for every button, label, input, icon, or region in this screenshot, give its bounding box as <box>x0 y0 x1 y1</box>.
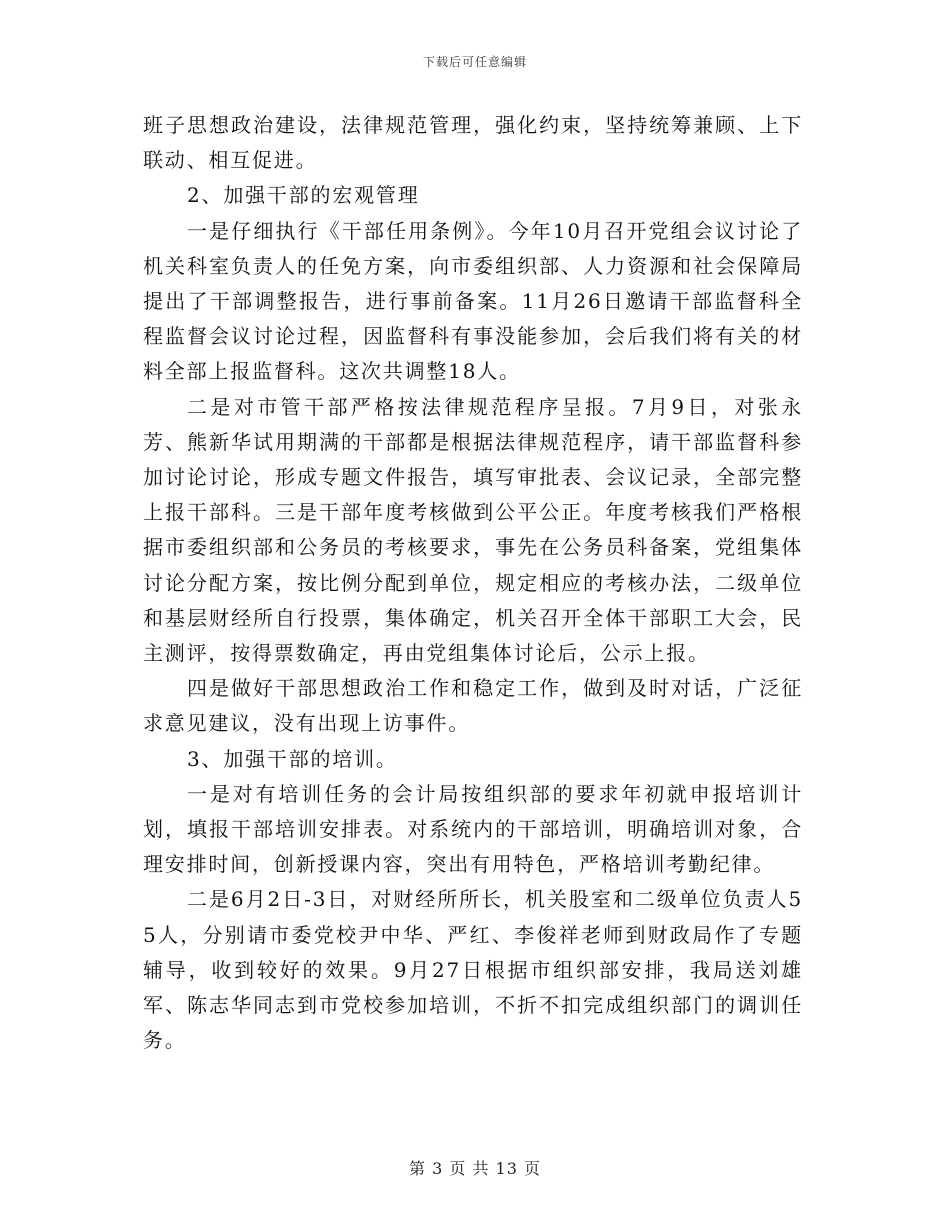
paragraph-6: 3、加强干部的培训。 <box>187 746 398 771</box>
paragraph-3: 一是仔细执行《干部任用条例》。今年10月召开党组会议讨论了机关科室负责人的任免方案，向市委组织部、人力资源和社会保障局提出了干部调整报告，进行事前备案。11月26日邀请干部监督科全程监督会议讨论过程，因监督科有事没能参加，会后我们将有关的材料全部上报监督科。这次共调整18人。 <box>143 218 803 384</box>
paragraph-8: 二是6月2日-3日，对财经所所长，机关股室和二级单位负责人55人，分别请市委党校尹中华、严红、李俊祥老师到财政局作了专题辅导，收到较好的效果。9月27日根据市组织部安排，我局送刘雄军、陈志华同志到市党校参加培训，不折不扣完成组织部门的调训任务。 <box>143 887 803 1053</box>
paragraph-1: 班子思想政治建设，法律规范管理，强化约束，坚持统筹兼顾、上下联动、相互促进。 <box>143 113 803 173</box>
paragraph-7: 一是对有培训任务的会计局按组织部的要求年初就申报培训计划，填报干部培训安排表。对系统内的干部培训，明确培训对象，合理安排时间，创新授课内容，突出有用特色，严格培训考勤纪律。 <box>143 781 803 877</box>
paragraph-2: 2、加强干部的宏观管理 <box>187 183 420 208</box>
page-number: 第 3 页 共 13 页 <box>409 1159 541 1178</box>
document-body <box>143 108 803 1058</box>
page-header: 下载后可任意编辑 <box>422 55 527 69</box>
paragraph-4: 二是对市管干部严格按法律规范程序呈报。7月9日，对张永芳、熊新华试用期满的干部都是根据法律规范程序，请干部监督科参加讨论讨论，形成专题文件报告，填写审批表、会议记录，全部完整上报干部科。三是干部年度考核做到公平公正。年度考核我们严格根据市委组织部和公务员的考核要求，事先在公务员科备案，党组集体讨论分配方案，按比例分配到单位，规定相应的考核办法，二级单位和基层财经所自行投票，集体确定，机关召开全体干部职工大会，民主测评，按得票数确定，再由党组集体讨论后，公示上报。 <box>143 394 803 666</box>
paragraph-5: 四是做好干部思想政治工作和稳定工作，做到及时对话，广泛征求意见建议，没有出现上访事件。 <box>143 676 803 736</box>
